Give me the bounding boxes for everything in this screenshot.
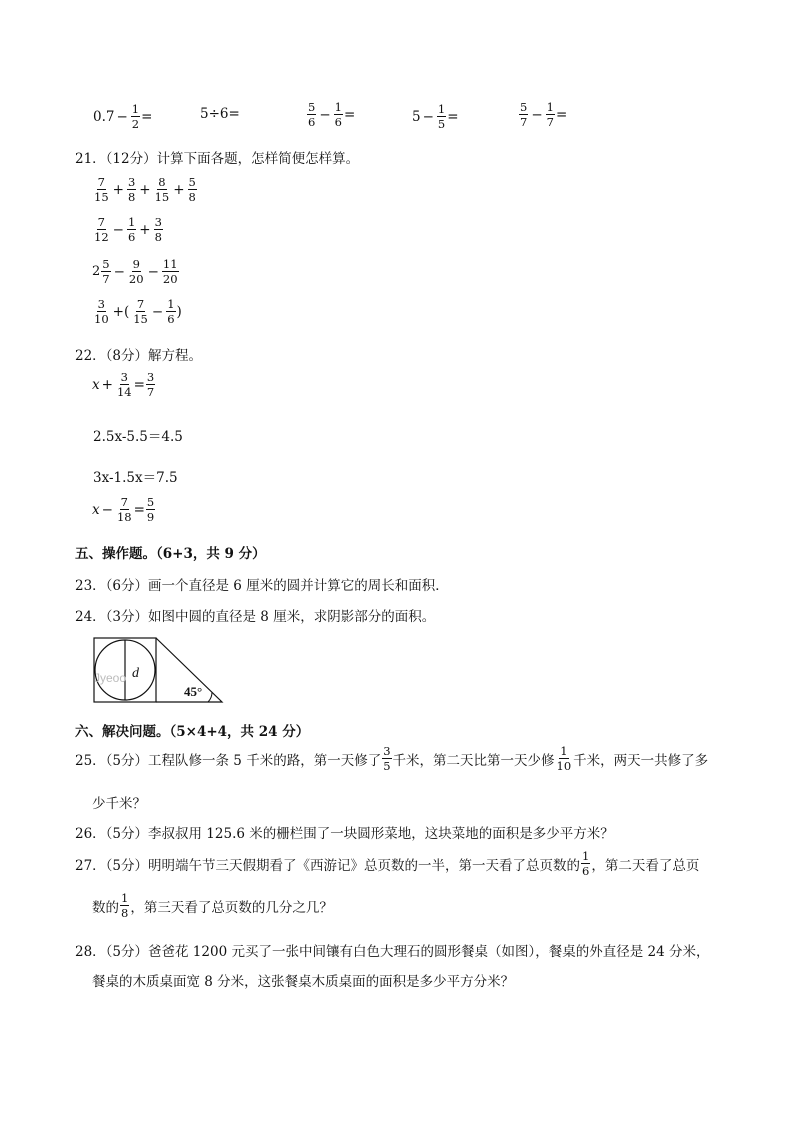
operator: − — [112, 221, 124, 238]
q27-text-a: 27．（5分）明明端午节三天假期看了《西游记》总页数的一半，第一天看了总页数的 — [75, 857, 581, 874]
angle-arc — [208, 692, 212, 702]
q24-figure — [92, 636, 224, 704]
fraction — [519, 101, 528, 128]
watermark-text: Jyeoo — [94, 671, 127, 685]
fraction — [556, 745, 573, 772]
numerator: 1 — [121, 891, 129, 905]
q27-line-1 — [75, 850, 699, 877]
denominator: 6 — [167, 312, 175, 327]
denominator: 15 — [154, 190, 170, 205]
numerator: 7 — [97, 175, 105, 189]
variable: x — [92, 376, 100, 393]
fraction — [120, 892, 129, 919]
denominator: 5 — [437, 117, 446, 132]
denominator: 5 — [383, 759, 391, 774]
operator: − — [147, 263, 159, 280]
denominator: 14 — [116, 385, 132, 400]
equals-sign: = — [555, 106, 568, 123]
equals-sign: = — [343, 106, 356, 123]
operator: + — [173, 181, 185, 198]
q21-title: 21．（12分）计算下面各题，怎样简便怎样算。 — [75, 151, 360, 167]
q22-equation-2: 2.5x-5.5＝4.5 — [93, 429, 183, 445]
numerator: 1 — [334, 100, 342, 114]
q25-text-b: 千米，第二天比第一天少修 — [392, 752, 555, 769]
numerator: 9 — [132, 257, 140, 271]
q22-equation-3: 3x-1.5x＝7.5 — [93, 470, 178, 486]
numerator: 7 — [97, 215, 105, 229]
denominator: 18 — [116, 510, 132, 525]
numerator: 1 — [131, 102, 140, 116]
q25-text-a: 25．（5分）工程队修一条 5 千米的路，第一天修了 — [75, 752, 382, 769]
numerator: 1 — [560, 744, 568, 758]
denominator: 6 — [127, 230, 136, 245]
expr-text: 5÷6= — [200, 106, 240, 122]
numerator: 3 — [154, 215, 162, 229]
denominator: 20 — [128, 272, 144, 287]
denominator: 8 — [154, 230, 162, 245]
top-expression-4 — [412, 103, 459, 130]
operator: − — [113, 263, 125, 280]
fraction — [154, 216, 163, 243]
fraction — [127, 176, 136, 203]
denominator: 8 — [127, 190, 136, 205]
q25-line-2: 少千米？ — [92, 796, 146, 812]
operator: + — [139, 221, 151, 238]
numerator: 3 — [97, 297, 105, 311]
q24-text: 24．（3分）如图中圆的直径是 8 厘米，求阴影部分的面积。 — [75, 609, 436, 625]
numerator: 3 — [383, 744, 391, 758]
fraction — [131, 103, 140, 130]
operator: − — [116, 108, 128, 125]
q25-line-1 — [75, 745, 708, 772]
equals-sign: = — [447, 108, 459, 125]
denominator: 15 — [133, 312, 148, 327]
operator: − — [319, 106, 331, 123]
q27-line-2 — [92, 892, 333, 919]
fraction — [146, 371, 155, 398]
denominator: 2 — [131, 117, 140, 132]
q22-equation-1 — [92, 371, 156, 398]
q21-expression-4 — [92, 298, 182, 325]
q22-title: 22．（8分）解方程。 — [75, 348, 203, 364]
operator: + — [139, 181, 151, 198]
fraction — [581, 850, 590, 877]
numerator: 1 — [582, 849, 590, 863]
fraction — [162, 258, 179, 285]
denominator: 7 — [520, 115, 528, 130]
q28-line-2: 餐桌的木质桌面宽 8 分米，这张餐桌木质桌面的面积是多少平方分米？ — [92, 974, 515, 990]
operator: +( — [112, 303, 130, 320]
q23-text: 23．（6分）画一个直径是 6 厘米的圆并计算它的周长和面积． — [75, 578, 449, 594]
denominator: 8 — [121, 906, 129, 921]
section-6-heading: 六、解决问题。（5×4+4，共 24 分） — [75, 724, 310, 740]
numerator: 5 — [102, 257, 110, 271]
fraction — [307, 101, 316, 128]
q27-text-b: ，第二天看了总页 — [591, 857, 700, 874]
fraction — [132, 298, 149, 325]
operator: − — [151, 303, 164, 320]
operator: − — [531, 106, 543, 123]
equals-sign: = — [133, 501, 145, 518]
q26-text: 26．（5分）李叔叔用 125.6 米的栅栏围了一块圆形菜地，这块菜地的面积是多少平方米？ — [75, 826, 614, 842]
equals-sign: = — [141, 108, 153, 125]
operator: + — [101, 376, 113, 393]
numerator: 5 — [188, 175, 196, 189]
fraction — [154, 176, 171, 203]
numerator: 11 — [162, 257, 178, 271]
expr-term: 5 — [412, 108, 421, 125]
top-expression-1 — [93, 103, 152, 130]
fraction — [101, 258, 110, 285]
numerator: 3 — [127, 175, 136, 189]
close-paren: ) — [176, 303, 182, 320]
top-expression-5 — [518, 101, 567, 128]
numerator: 7 — [136, 297, 145, 311]
numerator: 1 — [437, 102, 446, 116]
fraction — [116, 371, 133, 398]
top-expression-2 — [200, 106, 240, 122]
numerator: 1 — [127, 215, 136, 229]
fraction — [93, 216, 110, 243]
denominator: 7 — [102, 272, 110, 287]
fraction — [546, 101, 555, 128]
q27-text-d: ，第三天看了总页数的几分之几？ — [130, 899, 333, 916]
numerator: 7 — [120, 495, 128, 509]
operator: − — [422, 108, 434, 125]
fraction — [166, 298, 175, 325]
numerator: 3 — [146, 370, 155, 384]
numerator: 3 — [120, 370, 128, 384]
numerator: 1 — [546, 100, 554, 114]
denominator: 7 — [546, 115, 554, 130]
section-5-heading: 五、操作题。（6+3，共 9 分） — [75, 546, 266, 562]
q25-text-c: 千米，两天一共修了多 — [573, 752, 709, 769]
fraction — [93, 298, 110, 325]
q21-expression-2 — [92, 216, 164, 243]
numerator: 5 — [520, 100, 528, 114]
whole-part: 2 — [92, 264, 101, 280]
operator: + — [112, 181, 124, 198]
fraction — [188, 176, 197, 203]
fraction — [128, 258, 145, 285]
numerator: 5 — [308, 100, 316, 114]
q27-text-c: 数的 — [92, 899, 119, 916]
denominator: 6 — [582, 864, 590, 879]
fraction — [93, 176, 110, 203]
q21-expression-1 — [92, 176, 198, 203]
q22-equation-4 — [92, 496, 156, 523]
fraction — [437, 103, 446, 130]
denominator: 10 — [556, 759, 572, 774]
denominator: 8 — [188, 190, 196, 205]
denominator: 10 — [94, 312, 109, 327]
numerator: 5 — [146, 495, 155, 509]
denominator: 15 — [94, 190, 109, 205]
numerator: 1 — [167, 297, 175, 311]
expr-term: 0.7 — [93, 108, 115, 125]
operator: − — [101, 501, 113, 518]
fraction — [116, 496, 133, 523]
variable: x — [92, 501, 100, 518]
q21-expression-3 — [92, 258, 180, 285]
equals-sign: = — [133, 376, 145, 393]
denominator: 20 — [162, 272, 178, 287]
denominator: 6 — [334, 115, 342, 130]
diameter-label: d — [132, 666, 139, 681]
denominator: 9 — [146, 510, 155, 525]
numerator: 8 — [158, 175, 166, 189]
fraction — [127, 216, 136, 243]
fraction — [146, 496, 155, 523]
denominator: 12 — [94, 230, 109, 245]
q28-line-1: 28．（5分）爸爸花 1200 元买了一张中间镶有白色大理石的圆形餐桌（如图），餐桌的外直径是 24 分米， — [75, 944, 710, 960]
fraction — [334, 101, 343, 128]
top-expression-3 — [306, 101, 355, 128]
angle-label: 45° — [184, 684, 203, 699]
denominator: 7 — [146, 385, 155, 400]
denominator: 6 — [308, 115, 316, 130]
fraction — [382, 745, 391, 772]
